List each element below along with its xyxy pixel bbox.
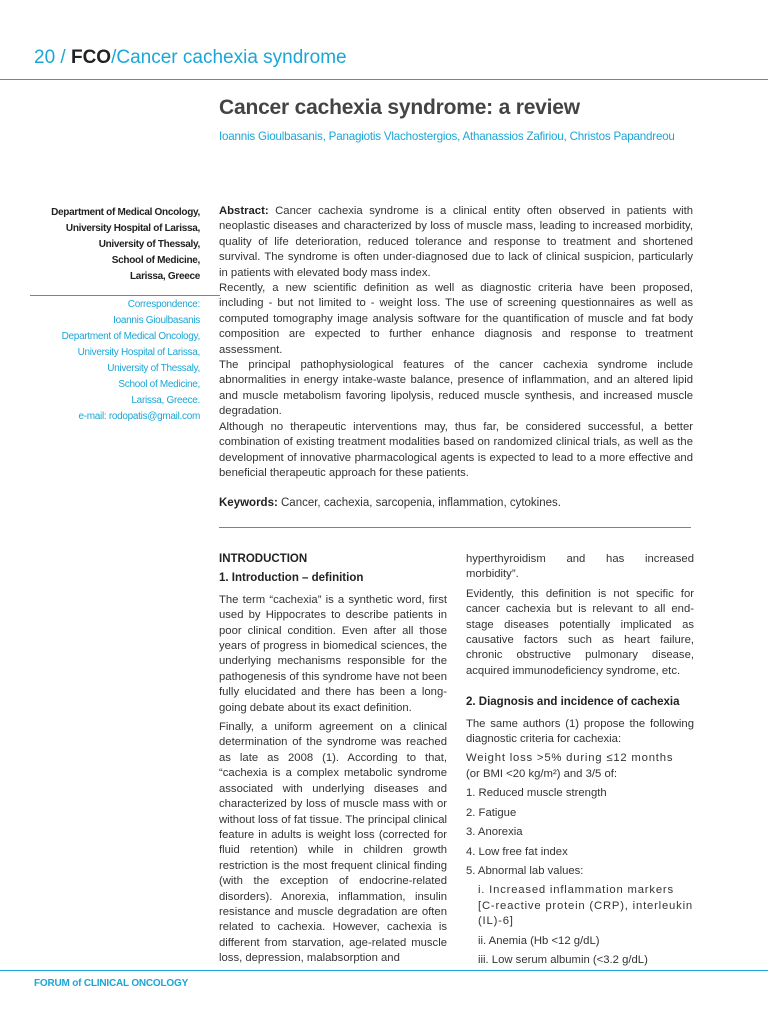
header-rule xyxy=(0,79,768,80)
correspondence-line: Larissa, Greece. xyxy=(131,395,200,406)
lab-value-item: iii. Low serum albumin (<3.2 g/dL) xyxy=(478,953,648,966)
criteria-lead: Weight loss >5% during ≤12 months xyxy=(466,752,674,765)
lab-value-item: ii. Anemia (Hb <12 g/dL) xyxy=(478,934,600,947)
journal-abbrev: FCO xyxy=(70,47,112,68)
page-number: 20 xyxy=(34,47,56,68)
abstract-label: Abstract: xyxy=(219,205,269,217)
affiliation-line: School of Medicine, xyxy=(111,255,200,266)
correspondence-line: University of Thessaly, xyxy=(107,363,200,374)
criteria-item: 5. Abnormal lab values: xyxy=(466,864,584,877)
correspondence-block xyxy=(30,297,200,425)
subsection-heading: 1. Introduction – definition xyxy=(219,572,364,585)
keywords xyxy=(219,497,561,509)
article-title: Cancer cachexia syndrome: a review xyxy=(219,96,580,119)
affiliation-rule xyxy=(30,295,220,296)
correspondence-line: Ioannis Gioulbasanis xyxy=(113,315,200,326)
affiliation-line: Larissa, Greece xyxy=(130,271,200,282)
footer-rule xyxy=(0,970,768,971)
affiliation-line: University Hospital of Larissa, xyxy=(65,223,200,234)
keywords-label: Keywords: xyxy=(219,497,278,509)
correspondence-line: School of Medicine, xyxy=(118,379,200,390)
abstract-paragraph: Recently, a new scientific definition as well as diagnostic criteria have been proposed, including - but not limited to - weight loss. The use of screening questionnaires as well as computed tomography image analysis software for the quantification of muscle and fat body composition are expected to further enhance diagnosis and response to treatment assessment. xyxy=(219,282,693,356)
affiliation-line: Department of Medical Oncology, xyxy=(51,207,200,218)
lab-value-item: i. Increased inflammation markers [C-reactive protein (CRP), interleukin (IL)-6] xyxy=(478,884,693,928)
criteria-item: 4. Low free fat index xyxy=(466,845,568,858)
criteria-item: 1. Reduced muscle strength xyxy=(466,787,607,800)
footer-journal-name: FORUM of CLINICAL ONCOLOGY xyxy=(34,978,189,989)
body-column-right xyxy=(466,552,694,972)
abstract-paragraph: Although no therapeutic interventions may, thus far, be considered successful, a better combination of existing treatment modalities based on randomized clinical trials, as well as the development of innovative pharmacological agents is expected to lead to a more effective and beneficial therapeutic approach for these patients. xyxy=(219,420,693,479)
running-head xyxy=(34,46,347,70)
header-separator: / xyxy=(55,47,71,68)
abstract-paragraph: The principal pathophysiological features of the cancer cachexia syndrome include abnormalities in energy intake-waste balance, presence of inflammation, and an altered lipid and muscle metabolism favoring lipolysis, reduced muscle synthesis, and increased muscle degradation. xyxy=(219,359,693,418)
correspondence-label: Correspondence: xyxy=(127,299,200,310)
correspondence-line: University Hospital of Larissa, xyxy=(77,347,200,358)
abstract xyxy=(219,204,693,481)
article-authors: Ioannis Gioulbasanis, Panagiotis Vlachostergios, Athanassios Zafiriou, Christos Papandreou xyxy=(219,130,675,143)
keywords-rule xyxy=(219,527,691,528)
body-paragraph: The same authors (1) propose the following diagnostic criteria for cachexia: xyxy=(466,717,694,746)
keywords-text: Cancer, cachexia, sarcopenia, inflammation, cytokines. xyxy=(281,497,561,509)
body-paragraph: hyperthyroidism and has increased morbidity”. xyxy=(466,553,694,581)
section-title: /Cancer cachexia syndrome xyxy=(111,47,347,68)
abstract-paragraph xyxy=(219,204,693,281)
abstract-text: Cancer cachexia syndrome is a clinical entity often observed in patients with neoplastic diseases and characterized by loss of muscle mass, leading to increased morbidity, quality of life deterioration, reduced tolerance and response to treatment and shortened survival. The syndrome is often under-diagnosed due to lack of clinical suspicion, particularly in patients with elevated body mass index. xyxy=(219,205,694,279)
body-paragraph: Finally, a uniform agreement on a clinical determination of the syndrome was reached as late as 2008 (1). According to that, “cachexia is a complex metabolic syndrome associated with underlying diseases and characterized by loss of muscle mass with or without loss of fat tissue. The principal clinical feature in adults is weight loss (corrected for fluid retention) while in children growth restriction is the most frequent clinical finding (with the exception of endocrine-related disorders). Anorexia, inflammation, insulin resistance and muscle degradation are often related to cachexia. However, cachexia is different from starvation, age-related muscle loss, depression, malabsorption and xyxy=(219,721,447,965)
affiliation-line: University of Thessaly, xyxy=(98,239,200,250)
section-heading: INTRODUCTION xyxy=(219,553,308,565)
criteria-item: 3. Anorexia xyxy=(466,826,523,839)
affiliation-block xyxy=(30,205,200,285)
correspondence-line: Department of Medical Oncology, xyxy=(61,331,200,342)
body-paragraph: Evidently, this definition is not specific for cancer cachexia but is relevant to all end-stage diseases potentially implicated as causative factors such as heart failure, chronic obstructive pulmonary disease, acquired immunodeficiency syndrome, etc. xyxy=(466,587,694,677)
subsection-heading: 2. Diagnosis and incidence of cachexia xyxy=(466,696,680,709)
correspondence-email[interactable]: e-mail: rodopatis@gmail.com xyxy=(78,411,200,422)
body-paragraph: The term “cachexia” is a synthetic word, first used by Hippocrates to describe patients in poor clinical condition. Even after all those years of progress in biomedical sciences, the underlying mechanisms responsible for the pathogenesis of this syndrome have not been fully elucidated and there has been a long-going debate about its exact definition. xyxy=(219,593,447,714)
body-column-left xyxy=(219,552,447,971)
criteria-item: 2. Fatigue xyxy=(466,806,517,819)
criteria-lead: (or BMI <20 kg/m²) and 3/5 of: xyxy=(466,767,618,780)
